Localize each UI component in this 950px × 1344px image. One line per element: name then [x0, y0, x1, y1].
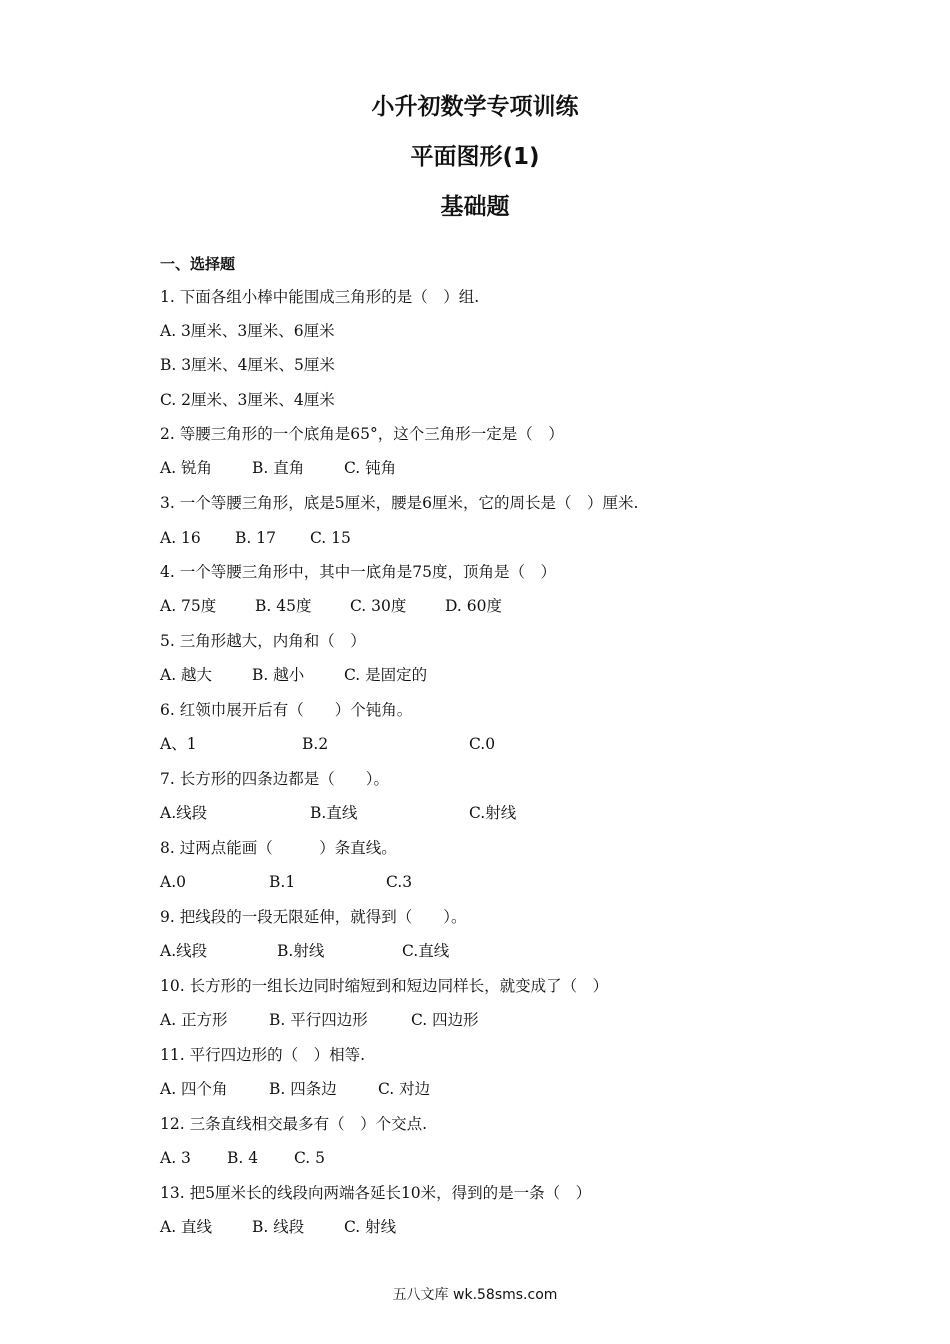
footer-watermark: 五八文库 wk.58sms.com — [392, 1287, 558, 1303]
q2-option-b: B. 直角 — [252, 459, 305, 477]
q12-option-a: A. 3 — [160, 1149, 191, 1167]
question-12: 12. 三条直线相交最多有（ ）个交点. — [160, 1115, 428, 1133]
q3-option-c: C. 15 — [310, 529, 351, 547]
q4-option-a: A. 75度 — [160, 597, 217, 615]
q9-option-b: B.射线 — [277, 942, 325, 960]
q13-option-b: B. 线段 — [252, 1218, 305, 1236]
q8-option-b: B.1 — [269, 873, 296, 891]
question-8: 8. 过两点能画（ ）条直线。 — [160, 839, 397, 857]
q7-option-c: C.射线 — [469, 804, 517, 822]
question-4: 4. 一个等腰三角形中，其中一底角是75度，顶角是（ ） — [160, 563, 556, 581]
q7-option-a: A.线段 — [160, 804, 208, 822]
q6-option-a: A、1 — [160, 735, 197, 753]
q4-option-c: C. 30度 — [350, 597, 407, 615]
q2-option-a: A. 锐角 — [160, 459, 213, 477]
q7-option-b: B.直线 — [310, 804, 358, 822]
q13-option-c: C. 射线 — [344, 1218, 397, 1236]
question-6: 6. 红领巾展开后有（ ）个钝角。 — [160, 701, 413, 719]
q11-option-c: C. 对边 — [378, 1080, 431, 1098]
doc-subtitle: 平面图形(1) — [410, 144, 540, 170]
question-7: 7. 长方形的四条边都是（ ）。 — [160, 770, 389, 788]
question-10: 10. 长方形的一组长边同时缩短到和短边同样长，就变成了（ ） — [160, 977, 609, 995]
q3-option-a: A. 16 — [160, 529, 201, 547]
question-9: 9. 把线段的一段无限延伸，就得到（ ）。 — [160, 908, 467, 926]
q9-option-c: C.直线 — [402, 942, 450, 960]
q1-option-c: C. 2厘米、3厘米、4厘米 — [160, 391, 335, 409]
q10-option-a: A. 正方形 — [160, 1011, 228, 1029]
q4-option-b: B. 45度 — [255, 597, 312, 615]
doc-title: 小升初数学专项训练 — [371, 94, 579, 120]
q10-option-c: C. 四边形 — [411, 1011, 479, 1029]
q1-option-a: A. 3厘米、3厘米、6厘米 — [160, 322, 335, 340]
q5-option-c: C. 是固定的 — [344, 666, 428, 684]
q4-option-d: D. 60度 — [445, 597, 502, 615]
q3-option-b: B. 17 — [235, 529, 276, 547]
q13-option-a: A. 直线 — [160, 1218, 213, 1236]
q6-option-c: C.0 — [469, 735, 496, 753]
question-1: 1. 下面各组小棒中能围成三角形的是（ ）组. — [160, 288, 480, 306]
q1-option-b: B. 3厘米、4厘米、5厘米 — [160, 356, 335, 374]
q12-option-c: C. 5 — [294, 1149, 326, 1167]
section-title: 一、选择题 — [160, 255, 236, 273]
q9-option-a: A.线段 — [160, 942, 208, 960]
doc-level: 基础题 — [440, 194, 510, 220]
q10-option-b: B. 平行四边形 — [269, 1011, 368, 1029]
question-5: 5. 三角形越大，内角和（ ） — [160, 632, 366, 650]
question-11: 11. 平行四边形的（ ）相等. — [160, 1046, 366, 1064]
q12-option-b: B. 4 — [227, 1149, 259, 1167]
question-13: 13. 把5厘米长的线段向两端各延长10米，得到的是一条（ ） — [160, 1184, 592, 1202]
q5-option-b: B. 越小 — [252, 666, 305, 684]
q8-option-c: C.3 — [386, 873, 413, 891]
q11-option-a: A. 四个角 — [160, 1080, 228, 1098]
question-2: 2. 等腰三角形的一个底角是65°，这个三角形一定是（ ） — [160, 425, 564, 443]
question-3: 3. 一个等腰三角形，底是5厘米，腰是6厘米，它的周长是（ ）厘米. — [160, 494, 639, 512]
q6-option-b: B.2 — [302, 735, 329, 753]
q11-option-b: B. 四条边 — [269, 1080, 337, 1098]
q8-option-a: A.0 — [160, 873, 186, 891]
q2-option-c: C. 钝角 — [344, 459, 397, 477]
q5-option-a: A. 越大 — [160, 666, 213, 684]
